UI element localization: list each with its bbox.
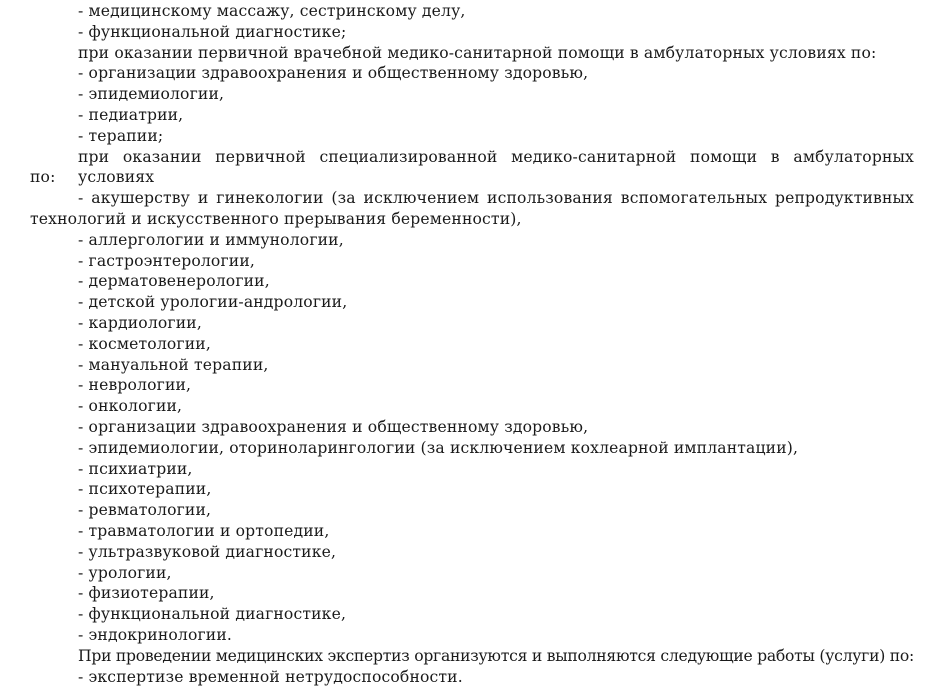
text-line: - онкологии, bbox=[78, 397, 183, 416]
text-line: - аллергологии и иммунологии, bbox=[78, 230, 344, 249]
text-line: - мануальной терапии, bbox=[78, 355, 269, 374]
text-line: - ультразвуковой диагностике, bbox=[78, 542, 337, 561]
text-line: - педиатрии, bbox=[78, 105, 184, 124]
text-line: - эпидемиологии, bbox=[78, 85, 225, 104]
text-line: при оказании первичной врачебной медико-санитарной помощи в амбулаторных условиях по: bbox=[78, 43, 877, 62]
text-line: - эпидемиологии, оториноларингологии (за исключением кохлеарной имплантации), bbox=[78, 438, 799, 457]
text-line: - терапии; bbox=[78, 126, 164, 145]
text-line: - дерматовенерологии, bbox=[78, 272, 270, 291]
text-line: - функциональной диагностике, bbox=[78, 605, 347, 624]
text-line: - ревматологии, bbox=[78, 501, 212, 520]
text-line: - организации здравоохранения и общественному здоровью, bbox=[78, 64, 589, 83]
text-line: - косметологии, bbox=[78, 334, 211, 353]
text-line: технологий и искусственного прерывания беременности), bbox=[30, 209, 522, 228]
text-line: - физиотерапии, bbox=[78, 584, 215, 603]
document-body bbox=[30, 1, 914, 687]
text-line: - кардиологии, bbox=[78, 313, 202, 332]
text-line: - психотерапии, bbox=[78, 480, 212, 499]
text-line: по: bbox=[30, 168, 56, 187]
text-line: - психиатрии, bbox=[78, 459, 193, 478]
text-line: - травматологии и ортопедии, bbox=[78, 521, 330, 540]
text-line: - неврологии, bbox=[78, 376, 192, 395]
text-line: - медицинскому массажу, сестринскому делу, bbox=[78, 2, 466, 20]
text-line: - урологии, bbox=[78, 563, 172, 582]
text-line: - эндокринологии. bbox=[78, 625, 233, 644]
text-line: - акушерству и гинекологии (за исключением использования вспомогательных репродуктивных bbox=[78, 189, 914, 208]
text-line: - экспертизе временной нетрудоспособности. bbox=[78, 667, 463, 686]
text-line: - функциональной диагностике; bbox=[78, 22, 347, 41]
text-line: - гастроэнтерологии, bbox=[78, 251, 255, 270]
text-line: При проведении медицинских экспертиз организуются и выполняются следующие работы (услуги) по: bbox=[78, 646, 914, 665]
text-line: - организации здравоохранения и общественному здоровью, bbox=[78, 417, 589, 436]
text-line: - детской урологии-андрологии, bbox=[78, 293, 348, 312]
text-line: при оказании первичной специализированной медико-санитарной помощи в амбулаторных условиях bbox=[78, 147, 914, 187]
